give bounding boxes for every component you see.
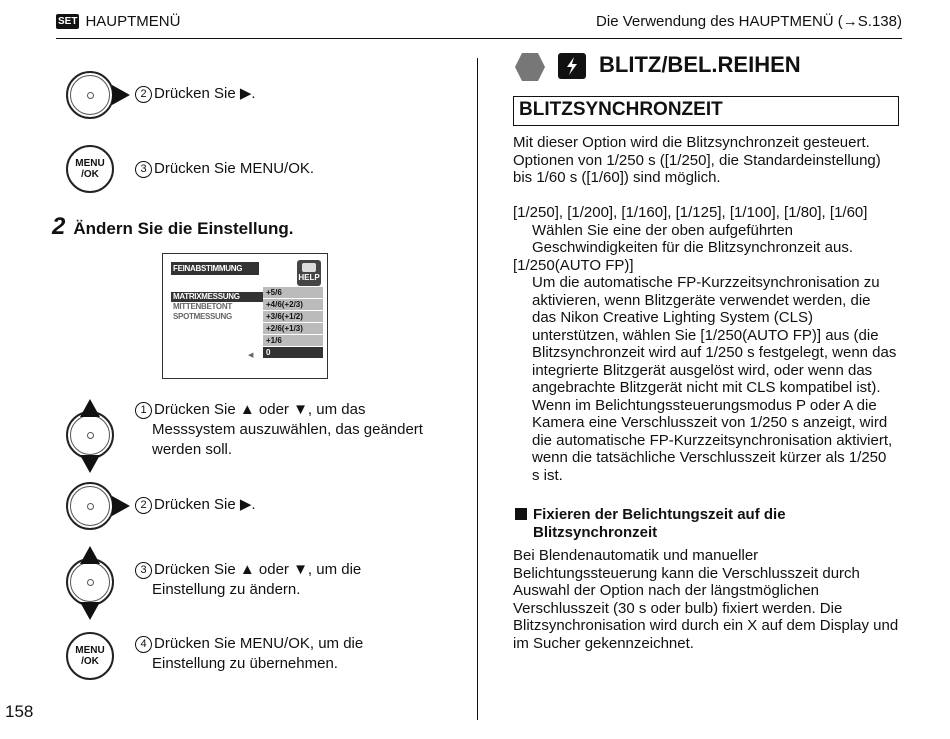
dial-right-icon — [66, 71, 114, 119]
step-select-metering — [135, 400, 423, 460]
text-line: Wählen Sie eine der oben aufgeführten — [532, 221, 794, 239]
step-text: Messsystem auszuwählen, das geändert — [152, 421, 423, 438]
help-icon — [297, 260, 321, 286]
dial-up-down-icon — [66, 411, 114, 459]
text-line: Blitzsynchronzeit — [533, 524, 658, 541]
text-line: Geschwindigkeiten für die Blitzsynchronzeit aus. — [532, 239, 853, 256]
text-line: das Nikon Creative Lighting System (CLS) — [532, 309, 813, 326]
step-number: 4 — [135, 636, 152, 653]
text-line: Blitzsynchronzeit wird auf 1/250 s festgelegt, wenn das — [532, 344, 897, 361]
text-line: unterstützen, wählen Sie [1/250(AUTO FP)] aus (die — [532, 326, 879, 344]
hexagon-icon — [514, 52, 546, 82]
lcd-menu-list — [171, 292, 267, 322]
lcd-value-current: 0 — [263, 347, 323, 359]
flash-icon — [558, 53, 586, 79]
header-section-title: HAUPTMENÜ — [85, 13, 181, 30]
step-number: 2 — [135, 86, 152, 103]
lcd-value: +2/6(+1/3) — [263, 323, 323, 335]
text-line: Mit dieser Option wird die Blitzsynchronzeit gesteuert. — [513, 134, 870, 151]
intro-paragraph — [513, 134, 908, 187]
menu-ok-button-icon — [66, 632, 114, 680]
menu-label: MENU — [75, 158, 105, 169]
auto-fp-label: [1/250(AUTO FP)] — [513, 256, 634, 274]
lcd-value: +1/6 — [263, 335, 323, 347]
step-heading-title: Ändern Sie die Einstellung. — [73, 219, 294, 238]
lcd-menu-item: MATRIXMESSUNG — [171, 292, 267, 302]
text-line: s ist. — [532, 466, 563, 484]
lcd-value: +4/6(+2/3) — [263, 299, 323, 311]
lcd-value: +3/6(+1/2) — [263, 311, 323, 323]
step-press-right — [135, 84, 256, 104]
step-text: Drücken Sie ▶. — [154, 85, 256, 102]
lcd-menu-item: SPOTMESSUNG — [173, 312, 232, 321]
lcd-value: +5/6 — [263, 287, 323, 299]
camera-lcd-screen — [162, 253, 328, 379]
text-line: im Sucher gekennzeichnet. — [513, 634, 694, 652]
text-line: wenn die tatsächliche Verschlusszeit kürzer als 1/250 — [532, 449, 887, 466]
help-label: HELP — [298, 273, 320, 282]
step-change-setting — [135, 560, 361, 600]
header-section — [56, 13, 180, 30]
step-press-right — [135, 495, 256, 515]
text-line: angebrachte Blitzgerät nicht mit CLS kompatibel ist). — [532, 379, 881, 396]
lcd-menu-item: MITTENBETONT — [173, 302, 232, 311]
subtitle: BLITZSYNCHRONZEIT — [519, 99, 723, 120]
lcd-left-arrow-icon: ◀ — [248, 352, 254, 359]
text-line: Wenn im Belichtungssteuerungsmodus P oder A die — [532, 396, 877, 414]
lcd-value-list — [263, 287, 323, 359]
set-icon: SET — [58, 16, 78, 27]
text-line: bis 1/60 s ([1/60]) sind möglich. — [513, 169, 721, 186]
step-text: Drücken Sie MENU/OK, um die — [154, 635, 364, 652]
text-line: aktivieren, wenn Blitzgeräte verwendet werden, die — [532, 291, 871, 309]
lcd-header: FEINABSTIMMUNG — [171, 262, 259, 275]
header-reference: Die Verwendung des HAUPTMENÜ (→S.138) — [596, 13, 902, 30]
step-text: Einstellung zu übernehmen. — [152, 655, 338, 672]
text-line: Bei Blendenautomatik und manueller — [513, 547, 759, 564]
step-number: 3 — [135, 562, 152, 579]
text-line: Belichtungssteuerung kann die Verschlusszeit durch — [513, 564, 860, 582]
text-line: Optionen von 1/250 s ([1/250], die Standardeinstellung) — [513, 151, 881, 169]
header-rule — [56, 38, 902, 39]
step-confirm-setting — [135, 634, 363, 674]
fix-heading — [515, 506, 786, 542]
menu-label: MENU — [75, 645, 105, 656]
step-heading — [52, 213, 293, 241]
options-block — [513, 204, 913, 484]
text-line: Verschlusszeit (30 s oder bulb) fixiert werden. Die — [513, 599, 843, 617]
column-divider — [477, 58, 478, 720]
text-line: Kamera eine Verschlusszeit von 1/250 s anzeigt, wird — [532, 414, 888, 431]
step-press-menu — [135, 159, 314, 179]
ok-label: /OK — [81, 169, 99, 180]
step-text: Drücken Sie MENU/OK. — [154, 160, 315, 177]
menu-ok-button-icon — [66, 145, 114, 193]
step-text: Drücken Sie ▲ oder ▼, um die — [154, 561, 362, 578]
text-line: integrierte Blitzgerät ausgelöst wird, oder wenn das — [532, 361, 873, 379]
step-number: 1 — [135, 402, 152, 419]
square-bullet-icon — [515, 508, 527, 520]
step-number: 3 — [135, 161, 152, 178]
text-line: Auswahl der Option nach der längstmöglichen — [513, 582, 820, 599]
step-text: Drücken Sie ▶. — [154, 496, 256, 513]
step-text: Einstellung zu ändern. — [152, 581, 301, 598]
section-title: BLITZ/BEL.REIHEN — [599, 52, 801, 77]
text-line: Fixieren der Belichtungszeit auf die — [533, 506, 786, 523]
text-line: Blitzsynchronisation wird durch ein X auf dem Display und — [513, 617, 899, 634]
text-line: Um die automatische FP-Kurzzeitsynchronisation zu — [532, 274, 880, 291]
options-line: [1/250], [1/200], [1/160], [1/125], [1/100], [1/80], [1/60] — [513, 204, 868, 221]
dial-up-down-icon — [66, 558, 114, 606]
step-number: 2 — [135, 497, 152, 514]
step-text: werden soll. — [152, 441, 233, 458]
page-number: 158 — [5, 702, 34, 721]
fix-paragraph — [513, 547, 913, 652]
dial-right-icon — [66, 482, 114, 530]
step-text: Drücken Sie ▲ oder ▼, um das — [154, 401, 366, 418]
text-line: die automatische FP-Kurzzeitsynchronisation aktiviert, — [532, 431, 893, 449]
step-heading-number: 2 — [52, 213, 66, 240]
ok-label: /OK — [81, 656, 99, 667]
